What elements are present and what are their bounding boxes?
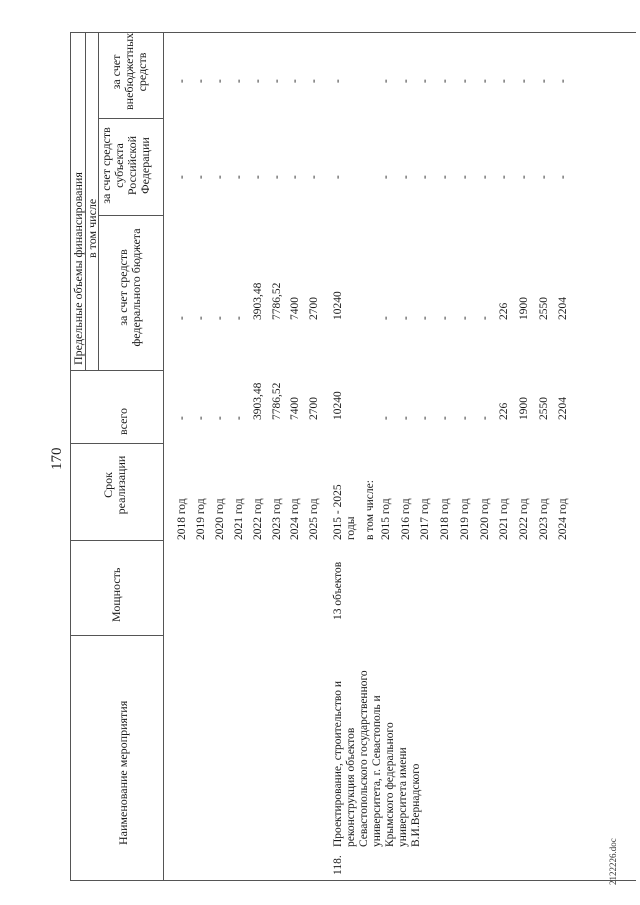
top_rows-year: 2019 год — [194, 498, 207, 540]
top_rows-subject: - — [213, 175, 226, 179]
sub_rows-total: 226 — [498, 402, 511, 420]
header-subject-line3: Российской — [125, 135, 139, 196]
top_rows-year: 2023 год — [270, 498, 283, 540]
sub_rows-extra: - — [380, 79, 392, 83]
sub_rows-total: - — [380, 416, 392, 420]
item-name-line: Крымского федерального — [384, 722, 396, 847]
top_rows-federal: 2700 — [308, 297, 321, 320]
top_rows-total: - — [232, 416, 245, 420]
header-subject-line1: за счет средств — [99, 127, 113, 204]
top_rows-federal: - — [194, 316, 207, 320]
top_rows-extra: - — [270, 79, 283, 83]
sub_rows-total: - — [478, 416, 491, 420]
sub_rows-extra: - — [439, 79, 452, 83]
sub_rows-year: 2024 год — [557, 498, 570, 540]
sub_rows-subject: - — [380, 175, 392, 179]
sub_rows-extra: - — [537, 79, 550, 83]
top_rows-total: - — [213, 416, 226, 420]
item-number: 118. — [332, 855, 344, 875]
header-federal-line2: федерального бюджета — [129, 228, 143, 347]
item-period-line1: 2015 - 2025 — [332, 484, 344, 540]
top_rows-subject: - — [270, 175, 283, 179]
header-including: в том числе — [85, 198, 99, 258]
page-number: 170 — [49, 447, 65, 470]
sub_rows-year: 2019 год — [458, 498, 471, 540]
item-period — [332, 484, 358, 540]
item-name — [332, 670, 423, 847]
sub_rows-year: 2023 год — [537, 498, 550, 540]
item-name-line: В.И.Вернадского — [410, 763, 422, 847]
header-extrabudget — [110, 34, 149, 110]
header-period — [102, 440, 128, 530]
sub_rows-subject: - — [498, 175, 511, 179]
sub_rows-federal: - — [399, 316, 412, 320]
item-name-line: Севастопольского государственного — [358, 670, 370, 847]
top_rows-extra: - — [176, 79, 188, 83]
header-extra-line2: внебюджетных — [122, 32, 136, 110]
sub_rows-subject: - — [419, 175, 432, 179]
header-total: всего — [116, 407, 130, 435]
item-federal: 10240 — [332, 291, 344, 320]
top_rows-extra: - — [213, 79, 226, 83]
including-label: в том числе: — [364, 480, 376, 540]
header-capacity: Мощность — [109, 567, 123, 622]
sub_rows-federal: - — [439, 316, 452, 320]
top_rows-subject: - — [232, 175, 245, 179]
top_rows-extra: - — [232, 79, 245, 83]
sub_rows-subject: - — [517, 175, 530, 179]
top_rows-extra: - — [194, 79, 207, 83]
sub_rows-total: 2550 — [537, 397, 550, 420]
sub_rows-year: 2021 год — [498, 498, 511, 540]
sub_rows-total: - — [458, 416, 471, 420]
top_rows-federal: - — [232, 316, 245, 320]
top_rows-federal: - — [213, 316, 226, 320]
header-federal-line1: за счет средств — [116, 249, 130, 326]
item-extrabudget: - — [332, 79, 344, 83]
sub_rows-extra: - — [399, 79, 412, 83]
sub_rows-subject: - — [399, 175, 412, 179]
top_rows-total: - — [194, 416, 207, 420]
header-extra-line3: средств — [135, 52, 149, 92]
header-name: Наименование мероприятия — [116, 700, 130, 845]
header-funding-limits: Предельные объемы финансирования — [71, 172, 85, 365]
top_rows-subject: - — [194, 175, 207, 179]
document-id: 2122226.doc — [608, 838, 618, 885]
sub_rows-total: - — [439, 416, 452, 420]
sub_rows-total: 2204 — [557, 397, 570, 420]
top_rows-total: 7786,52 — [270, 382, 283, 420]
top_rows-year: 2020 год — [213, 498, 226, 540]
item-period-line2: годы — [345, 516, 357, 540]
sub_rows-year: 2022 год — [517, 498, 530, 540]
top_rows-year: 2021 год — [232, 498, 245, 540]
sub_rows-extra: - — [557, 79, 570, 83]
sub_rows-federal: 2204 — [557, 297, 570, 320]
item-name-line: университета, г. Севастополь и — [371, 695, 383, 847]
top_rows-subject: - — [308, 175, 321, 179]
top_rows-subject: - — [176, 175, 188, 179]
top_rows-year: 2024 год — [289, 498, 302, 540]
sub_rows-federal: - — [458, 316, 471, 320]
header-federal — [117, 220, 143, 355]
header-period-line1: Срок — [101, 472, 115, 498]
sub_rows-year: 2016 год — [399, 498, 412, 540]
top_rows-federal: 3903,48 — [251, 282, 264, 320]
top_rows-extra: - — [289, 79, 302, 83]
header-extra-line1: за счет — [109, 54, 123, 90]
sub_rows-subject: - — [537, 175, 550, 179]
top_rows-total: - — [176, 416, 188, 420]
sub_rows-extra: - — [458, 79, 471, 83]
top_rows-extra: - — [251, 79, 264, 83]
sub_rows-total: - — [419, 416, 432, 420]
sub_rows-federal: - — [478, 316, 491, 320]
sub_rows-subject: - — [439, 175, 452, 179]
sub_rows-subject: - — [478, 175, 491, 179]
sub_rows-federal: 1900 — [517, 297, 530, 320]
top_rows-subject: - — [289, 175, 302, 179]
item-total: 10240 — [332, 391, 344, 420]
header-subject-line4: Федерации — [138, 137, 152, 194]
sub_rows-year: 2020 год — [478, 498, 491, 540]
sub_rows-total: 1900 — [517, 397, 530, 420]
top_rows-total: 7400 — [289, 397, 302, 420]
sub_rows-year: 2015 год — [380, 498, 392, 540]
sub_rows-year: 2018 год — [439, 498, 452, 540]
sub_rows-year: 2017 год — [419, 498, 432, 540]
sub_rows-subject: - — [557, 175, 570, 179]
item-capacity: 13 объектов — [332, 561, 344, 620]
sub_rows-federal: 2550 — [537, 297, 550, 320]
top_rows-year: 2022 год — [251, 498, 264, 540]
top_rows-federal: 7400 — [289, 297, 302, 320]
item-subject: - — [332, 175, 344, 179]
sub_rows-total: - — [399, 416, 412, 420]
header-subject-line2: субъекта — [112, 143, 126, 188]
sub_rows-extra: - — [498, 79, 511, 83]
sub_rows-extra: - — [419, 79, 432, 83]
sub_rows-federal: - — [380, 316, 392, 320]
header-subject — [100, 123, 152, 208]
item-name-line: Проектирование, строительство и — [332, 680, 344, 847]
top_rows-total: 2700 — [308, 397, 321, 420]
item-name-line: университета имени — [397, 747, 409, 847]
item-name-line: реконструкция объектов — [345, 727, 357, 847]
sub_rows-federal: 226 — [498, 302, 511, 320]
top_rows-federal: - — [176, 316, 188, 320]
top_rows-federal: 7786,52 — [270, 282, 283, 320]
header-period-line2: реализации — [114, 455, 128, 515]
top_rows-year: 2025 год — [308, 498, 321, 540]
top_rows-total: 3903,48 — [251, 382, 264, 420]
top_rows-year: 2018 год — [176, 498, 188, 540]
top_rows-subject: - — [251, 175, 264, 179]
sub_rows-federal: - — [419, 316, 432, 320]
sub_rows-subject: - — [458, 175, 471, 179]
top_rows-extra: - — [308, 79, 321, 83]
sub_rows-extra: - — [517, 79, 530, 83]
sub_rows-extra: - — [478, 79, 491, 83]
